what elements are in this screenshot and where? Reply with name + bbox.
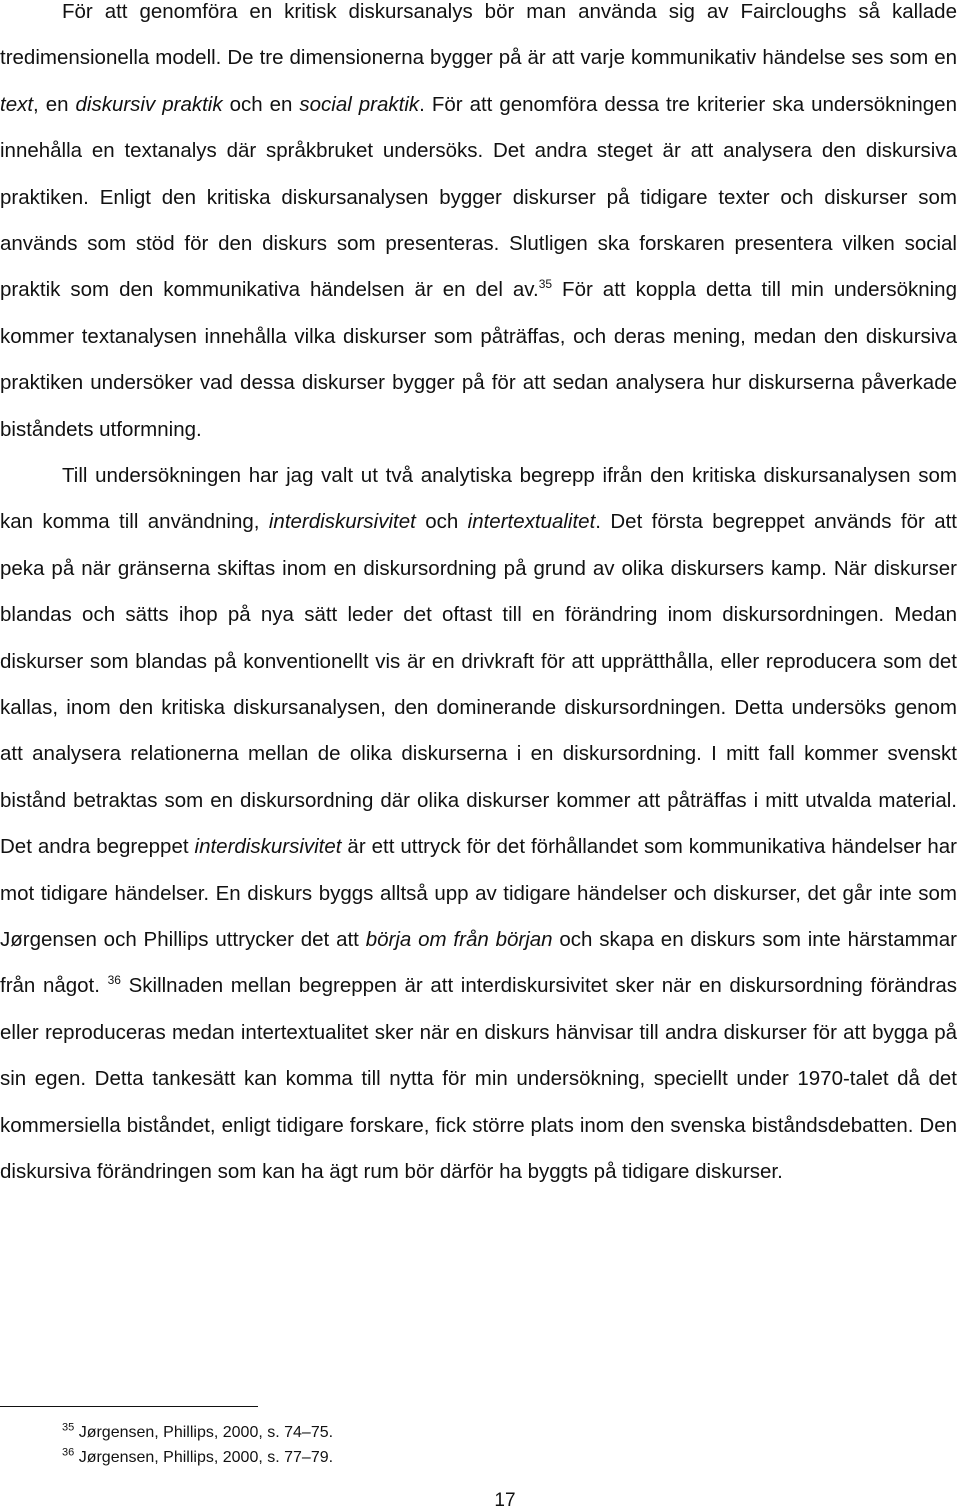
footnote-text: Jørgensen, Phillips, 2000, s. 77–79. [74, 1449, 334, 1466]
italic-term: interdiskursivitet [268, 510, 416, 534]
italic-term: text [0, 92, 34, 116]
text-run: För att genomföra en kritisk diskursanalys bör man använda sig av Faircloughs så kallade tredimensionella modell. De tre dimensionerna bygger på är att varje kommunikativ händelse ses som en [0, 0, 957, 70]
text-run: Till undersökningen har jag valt ut två analytiska begrepp ifrån den kritiska diskursanalysen som kan komma till användning, [0, 464, 957, 534]
text-run: . För att genomföra dessa tre kriterier ska undersökningen innehålla en textanalys där språkbruket undersöks. Det andra steget är att analysera den diskursiva praktiken. Enligt den kritiska diskursanalysen bygger diskurser på tidigare texter och diskurser som används som stöd för den diskurs som presenteras. Slutligen ska forskaren presentera vilken social praktik som den kommunikativa händelsen är en del av. [0, 92, 957, 302]
footnote-36 [62, 1448, 333, 1468]
text-run: , en [33, 92, 76, 116]
italic-term: diskursiv praktik [75, 92, 223, 116]
text-run: och [415, 510, 468, 534]
italic-term: interdiskursivitet [194, 835, 342, 859]
footnote-ref-35[interactable]: 35 [538, 277, 553, 292]
footnote-separator [0, 1406, 258, 1407]
body-paragraph-1 [0, 0, 957, 453]
footnote-35 [62, 1423, 333, 1443]
footnote-number: 36 [62, 1446, 75, 1459]
text-run: är ett uttryck för det förhållandet som kommunikativa händelser har mot tidigare händelser. En diskurs byggs alltså upp av tidigare händelser och diskurser, det går inte som Jørgensen och Phillips uttrycker det att [0, 835, 958, 952]
footnote-text: Jørgensen, Phillips, 2000, s. 74–75. [74, 1424, 334, 1441]
italic-term: börja om från början [365, 928, 553, 952]
italic-term: intertextualitet [467, 510, 596, 534]
body-paragraph-2 [0, 453, 957, 1196]
text-run: För att koppla detta till min undersökning kommer textanalysen innehålla vilka diskurser som påträffas, och deras mening, medan den diskursiva praktiken undersöker vad dessa diskurser bygger på för att sedan analysera hur diskurserna påverkade biståndets utformning. [0, 278, 957, 441]
text-run: och en [222, 92, 300, 116]
text-run: Skillnaden mellan begreppen är att interdiskursivitet sker när en diskursordning förändras eller reproduceras medan intertextualitet sker när en diskurs hänvisar till andra diskurser för att bygga på sin egen. Detta tankesätt kan komma till nytta för min undersökning, speciellt under 1970-talet då det kommersiella biståndet, enligt tidigare forskare, fick större plats inom den svenska biståndsdebatten. Den diskursiva förändringen som kan ha ägt rum bör därför ha byggts på tidigare diskurser. [0, 974, 957, 1184]
text-run: . Det första begreppet används för att peka på när gränserna skiftas inom en diskursordning på grund av olika diskursers kamp. När diskurser blandas och sätts ihop på nya sätt leder det oftast till en förändring inom diskursordningen. Medan diskurser som blandas på konventionellt vis är en drivkraft för att upprätthålla, eller reproducera som det kallas, inom den kritiska diskursanalysen, den dominerande diskursordningen. Detta undersöks genom att analysera relationerna mellan de olika diskurserna i en diskursordning. I mitt fall kommer svenskt bistånd betraktas som en diskursordning där olika diskurser kommer att påträffas i mitt utvalda material. Det andra begreppet [0, 510, 957, 859]
footnote-ref-36[interactable]: 36 [107, 973, 121, 988]
page-number: 17 [494, 1490, 516, 1511]
footnote-number: 35 [62, 1421, 75, 1434]
italic-term: social praktik [299, 92, 420, 116]
text-run: och skapa en diskurs som inte härstammar från något. [0, 928, 957, 998]
